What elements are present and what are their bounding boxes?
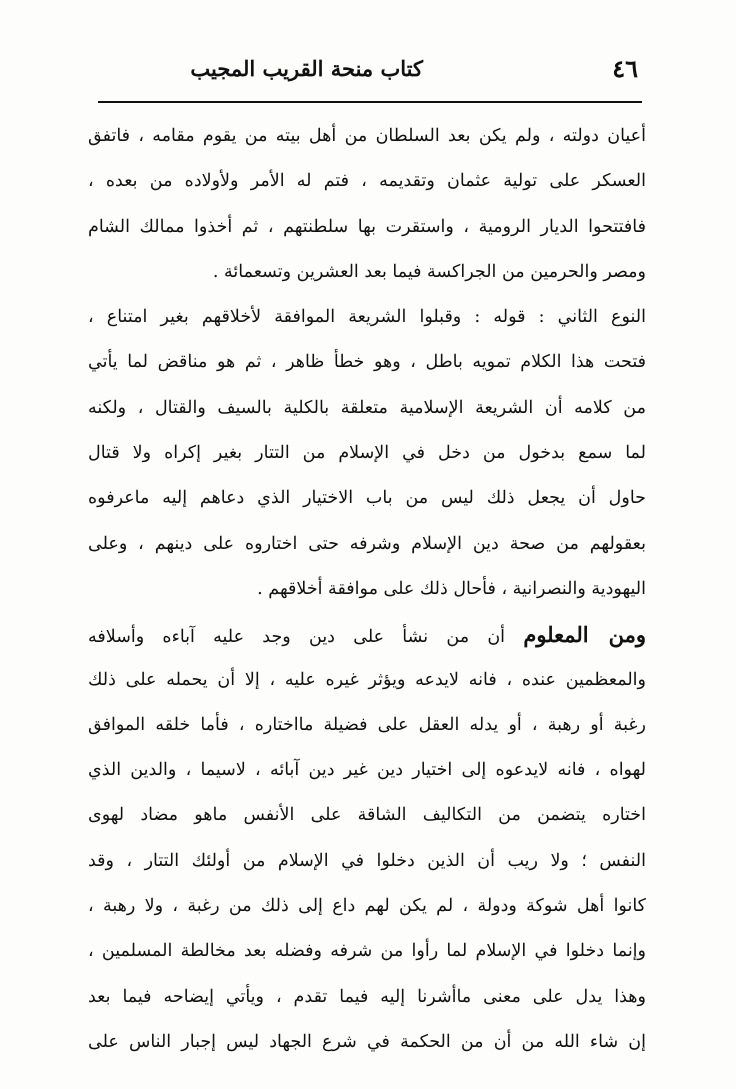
text-line: فتحت هذا الكلام تمويه باطل ، وهو خطأ ظاهر ، ثم هو مناقض لما يأتي <box>88 352 646 373</box>
text-line: وهذا يدل على معنى ماأشرنا إليه فيما تقدم ، ويأتي إيضاحه فيما بعد <box>88 986 646 1007</box>
text-line: العسكر على تولية عثمان وتقديمه ، فتم له الأمر ولأولاده من بعده ، <box>88 171 646 192</box>
text-line: ومصر والحرمين من الجراكسة فيما بعد العشرين وتسعمائة . <box>212 261 646 282</box>
text-line: من كلامه أن الشريعة الإسلامية متعلقة بالكلية بالسيف والقتال ، ولكنه <box>88 397 646 418</box>
text-line: لهواه ، فانه لايدعوه إلى اختيار دين غير دين آبائه ، لاسيما ، والدين الذي <box>88 760 646 781</box>
text-line: والمعظمين عنده ، فانه لايدعه ويؤثر غيره عليه ، إلا أن يحمله على ذلك <box>88 669 646 690</box>
running-title: كتاب منحة القريب المجيب <box>190 56 423 81</box>
text-line: النوع الثاني : قوله : وقبلوا الشريعة الموافقة لأخلاقهم بغير امتناع ، <box>88 307 646 328</box>
paragraph-lead: ومن المعلوم <box>523 622 646 648</box>
text-line: أعيان دولته ، ولم يكن بعد السلطان من أهل بيته من يقوم مقامه ، فاتفق <box>88 126 646 146</box>
text-line: لما سمع بدخول من دخل في الإسلام من التتار بغير إكراه ولا قتال <box>88 443 646 464</box>
text-line: اليهودية والنصرانية ، فأحال ذلك على موافقة أخلاقهم . <box>257 578 646 599</box>
text-line: وإنما دخلوا في الإسلام لما رأوا من شرفه وفضله بعد مخالطة المسلمين ، <box>88 941 646 962</box>
text-line: إن شاء الله من أن من الحكمة في شرع الجهاد ليس إجبار الناس على <box>88 1031 646 1052</box>
body-text <box>88 114 646 1065</box>
text-line: فافتتحوا الديار الرومية ، واستقرت بها سلطنتهم ، ثم أخذوا ممالك الشام <box>88 216 646 237</box>
text-line: النفس ؛ ولا ريب أن الذين دخلوا في الإسلام من أولئك التتار ، وقد <box>88 850 646 871</box>
text-line: رغبة أو رهبة ، أو يدله العقل على فضيلة مااختاره ، فأما خلقه الموافق <box>88 714 646 735</box>
text-line-with-lead <box>88 612 646 657</box>
header-rule <box>98 101 642 103</box>
text-line: كانوا أهل شوكة ودولة ، لم يكن لهم داع إلى ذلك من رغبة ، ولا رهبة ، <box>88 896 646 917</box>
text-line-rest: أن من نشأ على دين وجد عليه آباءه وأسلافه <box>88 627 506 648</box>
page-number: ٤٦ <box>612 54 638 83</box>
text-line: حاول أن يجعل ذلك ليس من باب الاختيار الذي دعاهم إليه ماعرفوه <box>88 488 646 509</box>
page-header <box>98 52 638 96</box>
text-line: اختاره يتضمن من التكاليف الشاقة على الأنفس ماهو مضاد لهوى <box>88 805 646 826</box>
text-line: بعقولهم من صحة دين الإسلام وشرفه حتى اختاروه على دينهم ، وعلى <box>88 533 646 554</box>
